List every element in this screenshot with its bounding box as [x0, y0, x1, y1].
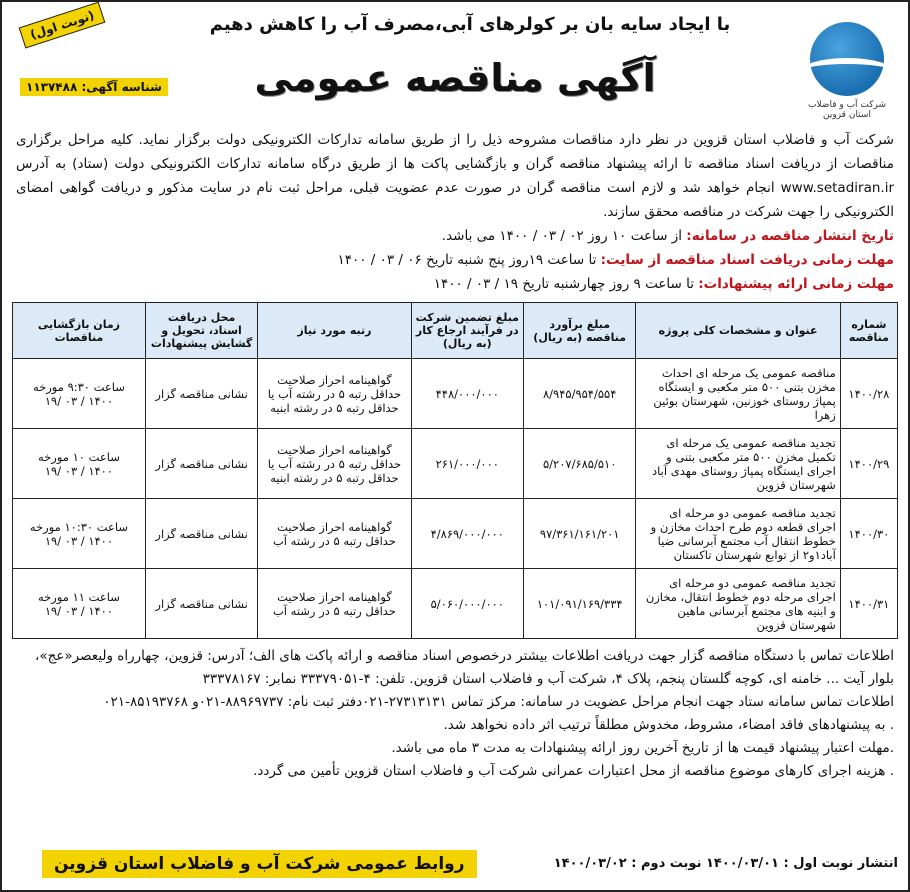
- cell-title: مناقصه عمومی یک مرحله ای احداث مخزن بتنی ۵۰۰ متر مکعبی و ایستگاه پمپاژ روستای خوزنین، شهرستان بوئین زهرا: [636, 359, 840, 429]
- cell-guarantee: ۵/۰۶۰/۰۰۰/۰۰۰: [411, 569, 523, 639]
- date-value: از ساعت ۱۰ روز ۰۲ / ۰۳ / ۱۴۰۰ می باشد.: [441, 228, 682, 244]
- note-line: . به پیشنهادهای فاقد امضاء، مشروط، مخدوش مطلقاً ترتیب اثر داده نخواهد شد.: [443, 717, 894, 733]
- notice-header: [12, 8, 898, 128]
- header-guarantee: مبلغ تضمین شرکت در فرآیند ارجاع کار (به ریال): [411, 303, 523, 359]
- opening-time: ساعت ۱۱ مورخه: [38, 589, 120, 604]
- cell-title: تجدید مناقصه عمومی یک مرحله ای تکمیل مخزن ۵۰۰ متر مکعبی بتنی و اجرای ایستگاه پمپاژ روستای مهدی آباد شهرستان قزوین: [636, 429, 840, 499]
- cell-grade: گواهینامه احراز صلاحیت حداقل رتبه ۵ در رشته آب: [258, 499, 411, 569]
- cell-location: نشانی مناقصه گزار: [145, 429, 257, 499]
- cell-grade: گواهینامه احراز صلاحیت حداقل رتبه ۵ در رشته آب: [258, 569, 411, 639]
- tender-table: [12, 302, 898, 639]
- slogan: با ایجاد سایه بان بر کولرهای آبی،مصرف آب را کاهش دهیم: [209, 14, 731, 35]
- contact-info: [12, 639, 898, 783]
- cell-opening: [13, 499, 146, 569]
- cell-number: ۱۴۰۰/۲۹: [840, 429, 897, 499]
- notice-footer: [12, 850, 898, 882]
- public-relations: روابط عمومی شرکت آب و فاضلاب استان قزوین: [42, 850, 477, 878]
- date-label: تاریخ انتشار مناقصه در سامانه:: [686, 228, 894, 244]
- opening-time: ساعت ۱۰:۳۰ مورخه: [29, 519, 129, 534]
- publish-dates: انتشار نوبت اول : ۱۴۰۰/۰۳/۰۱ نوبت دوم : ۱۴۰۰/۰۳/۰۲: [553, 856, 898, 871]
- cell-number: ۱۴۰۰/۲۸: [840, 359, 897, 429]
- table-header-row: [13, 303, 898, 359]
- table-row: [13, 569, 898, 639]
- date-line-proposals: [12, 272, 898, 296]
- header-opening: زمان بازگشایی مناقصات: [13, 303, 146, 359]
- table-row: [13, 499, 898, 569]
- cell-grade: گواهینامه احراز صلاحیت حداقل رتبه ۵ در رشته آب یا حداقل رتبه ۵ در رشته ابنیه: [258, 429, 411, 499]
- contact-line: اطلاعات تماس سامانه ستاد جهت انجام مراحل عضویت در سامانه: مرکز تماس ۲۷۳۱۳۱۳۱-۰۲۱دفتر ثبت نام: ۸۸۹۶۹۷۳۷-۰۲۱و ۸۵۱۹۳۷۶۸-۰۲۱: [103, 694, 894, 710]
- cell-opening: [13, 359, 146, 429]
- company-logo: [802, 22, 892, 120]
- opening-time: ساعت ۱۰ مورخه: [38, 449, 120, 464]
- ad-number: شناسه آگهی: ۱۱۳۷۴۸۸: [20, 78, 168, 96]
- cell-estimate: ۵/۲۰۷/۶۸۵/۵۱۰: [524, 429, 636, 499]
- header-grade: رتبه مورد نیاز: [258, 303, 411, 359]
- cell-guarantee: ۴/۸۶۹/۰۰۰/۰۰۰: [411, 499, 523, 569]
- date-line-documents: [12, 248, 898, 272]
- opening-date: ۱۴۰۰ / ۰۳ /۱۹: [44, 393, 114, 408]
- date-label: مهلت زمانی دریافت اسناد مناقصه از سایت:: [600, 252, 894, 268]
- note-line: .مهلت اعتبار پیشنهاد قیمت ها از تاریخ آخرین روز ارائه پیشنهادات به مدت ۳ ماه می باشد.: [391, 740, 894, 756]
- date-value: تا ساعت ۹ روز چهارشنبه تاریخ ۱۹ / ۰۳ / ۱۴۰۰: [433, 276, 694, 292]
- contact-line: اطلاعات تماس با دستگاه مناقصه گزار جهت دریافت اطلاعات بیشتر درخصوص اسناد مناقصه و ارائه پاکت های الف؛ آدرس: قزوین، چهارراه ولیعصر«عج»، بلوار آیت ... خامنه ای، کوچه گلستان پنجم، پلاک ۴، شرکت آب و فاضلاب استان قزوین. تلفن: ۴-۳۳۳۷۹۰۵۱ نمابر: ۳۳۳۷۸۱۶۷: [35, 648, 894, 687]
- cell-title: تجدید مناقصه عمومی دو مرحله ای اجرای مرحله دوم خطوط انتقال، مخازن و ابنیه های مجتمع آبرسانی ماهین شهرستان قزوین: [636, 569, 840, 639]
- cell-estimate: ۱۰۱/۰۹۱/۱۶۹/۳۳۴: [524, 569, 636, 639]
- logo-text: شرکت آب و فاضلاب استان قزوین: [807, 100, 887, 120]
- cell-opening: [13, 429, 146, 499]
- cell-estimate: ۹۷/۳۶۱/۱۶۱/۲۰۱: [524, 499, 636, 569]
- opening-date: ۱۴۰۰ / ۰۳ /۱۹: [44, 603, 114, 618]
- page-title: آگهی مناقصه عمومی: [254, 56, 656, 100]
- opening-date: ۱۴۰۰ / ۰۳ /۱۹: [44, 533, 114, 548]
- cell-guarantee: ۴۴۸/۰۰۰/۰۰۰: [411, 359, 523, 429]
- cell-grade: گواهینامه احراز صلاحیت حداقل رتبه ۵ در رشته آب یا حداقل رتبه ۵ در رشته ابنیه: [258, 359, 411, 429]
- date-line-publish: [12, 224, 898, 248]
- cell-title: تجدید مناقصه عمومی دو مرحله ای اجرای قطعه دوم طرح احداث مخازن و خطوط انتقال آب مجتمع آبرسانی ضیا آباد۱و۲ از توابع شهرستان تاکستان: [636, 499, 840, 569]
- table-row: [13, 359, 898, 429]
- date-value: تا ساعت ۱۹روز پنج شنبه تاریخ ۰۶ / ۰۳ / ۱۴۰۰: [337, 252, 597, 268]
- cell-number: ۱۴۰۰/۳۰: [840, 499, 897, 569]
- cell-location: نشانی مناقصه گزار: [145, 569, 257, 639]
- intro-paragraph: شرکت آب و فاضلاب استان قزوین در نظر دارد مناقصات مشروحه ذیل را از طریق سامانه تدارکات الکترونیکی دولت برگزار نماید. کلیه مراحل برگزاری مناقصات از دریافت اسناد مناقصه تا ارائه پیشنهاد مناقصه گران و بازگشایی پاکت ها از طریق درگاه سامانه تدارکات الکترونیکی دولت (ستاد) به آدرس www.setadiran.ir انجام خواهد شد و لازم است مناقصه گران در صورت عدم عضویت قبلی، مراحل ثبت نام در سایت مذکور و دریافت گواهی امضای الکترونیکی را جهت شرکت در مناقصه محقق سازند.: [16, 132, 894, 220]
- water-drop-icon: [810, 22, 884, 96]
- cell-guarantee: ۲۶۱/۰۰۰/۰۰۰: [411, 429, 523, 499]
- header-estimate: مبلغ برآورد مناقصه (به ریال): [524, 303, 636, 359]
- date-label: مهلت زمانی ارائه پیشنهادات:: [698, 276, 894, 292]
- opening-time: ساعت ۹:۳۰ مورخه: [32, 379, 125, 394]
- cell-location: نشانی مناقصه گزار: [145, 359, 257, 429]
- cell-opening: [13, 569, 146, 639]
- cell-number: ۱۴۰۰/۳۱: [840, 569, 897, 639]
- header-number: شماره مناقصه: [840, 303, 897, 359]
- opening-date: ۱۴۰۰ / ۰۳ /۱۹: [44, 463, 114, 478]
- table-row: [13, 429, 898, 499]
- cell-location: نشانی مناقصه گزار: [145, 499, 257, 569]
- round-badge: (نوبت اول): [19, 2, 106, 49]
- cell-estimate: ۸/۹۴۵/۹۵۴/۵۵۴: [524, 359, 636, 429]
- note-line: . هزینه اجرای کارهای موضوع مناقصه از محل اعتبارات عمرانی شرکت آب و فاضلاب استان قزوین تأمین می گردد.: [253, 763, 894, 779]
- header-title: عنوان و مشخصات کلی پروژه: [636, 303, 840, 359]
- header-location: محل دریافت اسناد، تحویل و گشایش پیشنهادات: [145, 303, 257, 359]
